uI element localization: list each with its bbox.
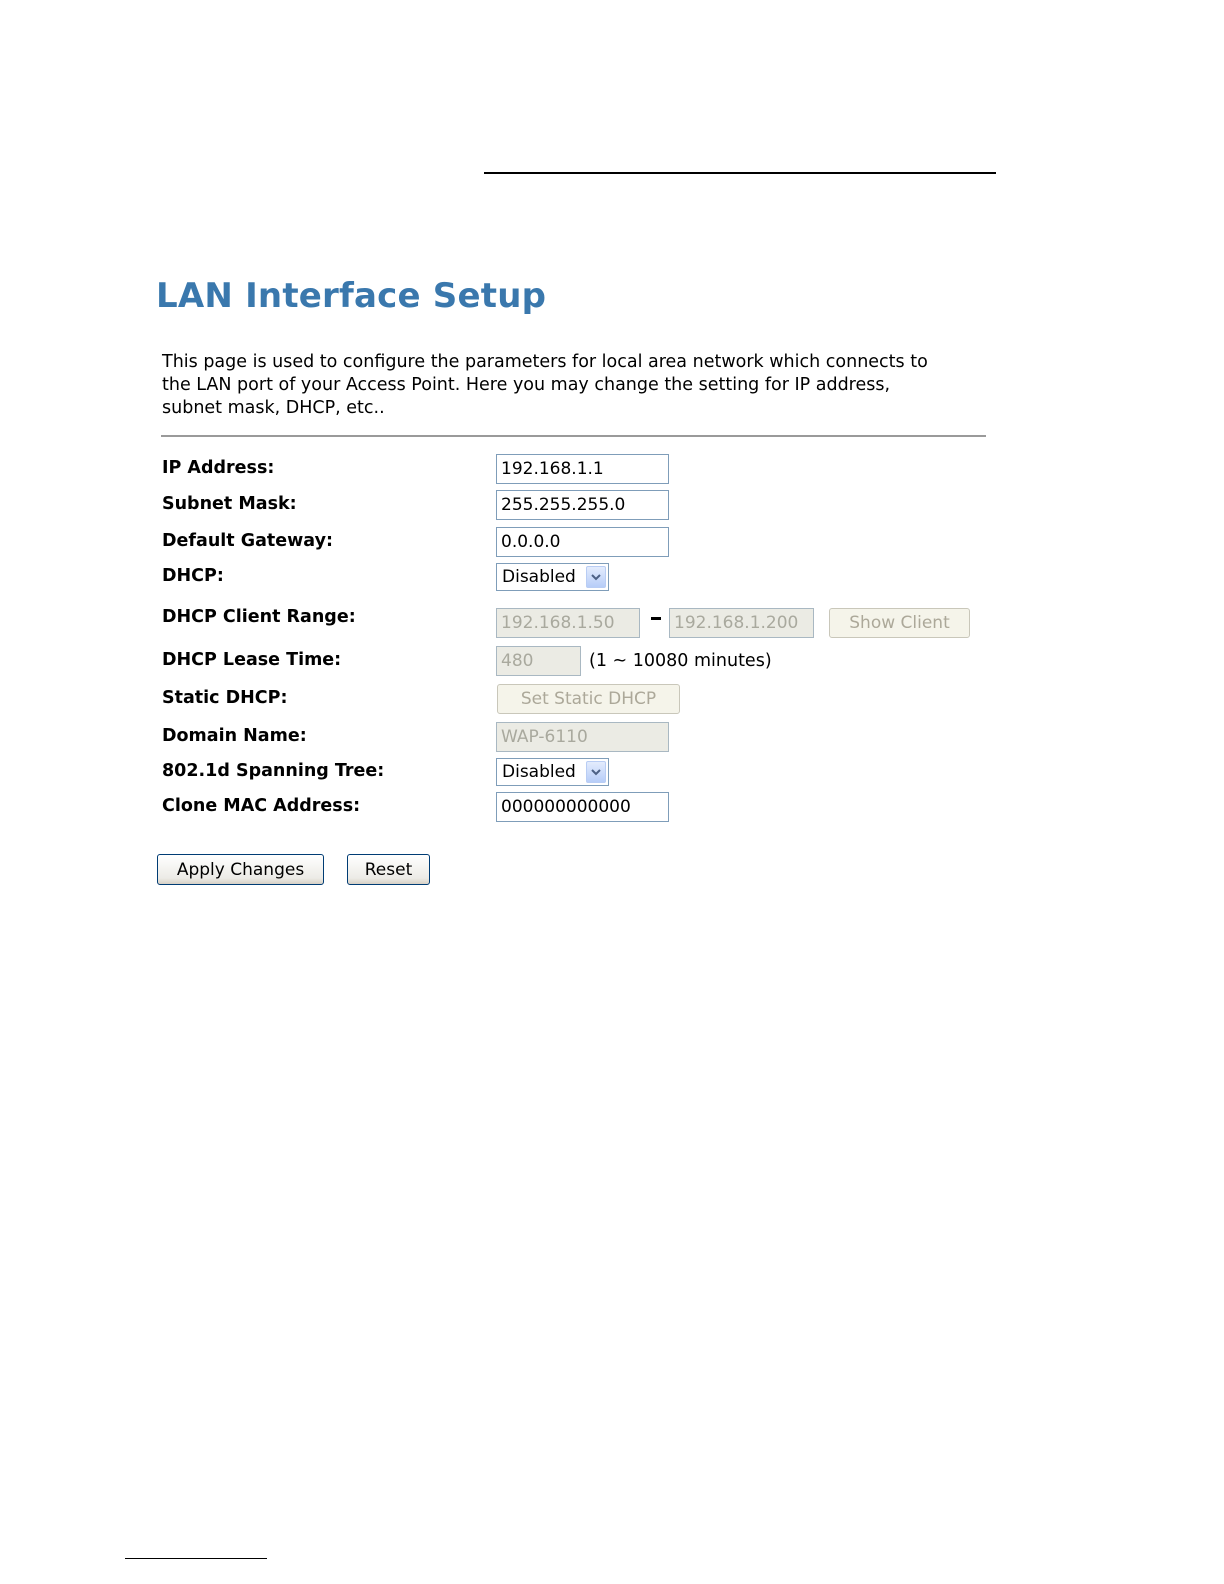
- dhcp-label: DHCP:: [162, 566, 224, 586]
- subnet-mask-label: Subnet Mask:: [162, 494, 297, 514]
- default-gateway-input[interactable]: [496, 527, 669, 557]
- dhcp-select[interactable]: [496, 563, 609, 591]
- dhcp-range-start-input[interactable]: [496, 608, 640, 638]
- chevron-down-icon[interactable]: [586, 761, 606, 783]
- static-dhcp-label: Static DHCP:: [162, 688, 288, 708]
- description-line: the LAN port of your Access Point. Here you may change the setting for IP address,: [162, 375, 891, 395]
- spanning-tree-select[interactable]: [496, 758, 609, 786]
- spanning-tree-select-value: Disabled: [502, 762, 576, 782]
- dhcp-lease-time-label: DHCP Lease Time:: [162, 650, 342, 670]
- chevron-down-icon[interactable]: [586, 566, 606, 588]
- ip-address-input[interactable]: [496, 454, 669, 484]
- reset-button[interactable]: Reset: [347, 854, 430, 885]
- clone-mac-input[interactable]: [496, 792, 669, 822]
- domain-name-label: Domain Name:: [162, 726, 307, 746]
- page-title: LAN Interface Setup: [156, 276, 547, 316]
- section-divider: [161, 435, 986, 437]
- show-client-button[interactable]: Show Client: [829, 608, 970, 638]
- clone-mac-label: Clone MAC Address:: [162, 796, 361, 816]
- dhcp-client-range-label: DHCP Client Range:: [162, 607, 356, 627]
- dhcp-range-end-input[interactable]: [669, 608, 814, 638]
- footnote-rule: [125, 1558, 267, 1559]
- apply-changes-button[interactable]: Apply Changes: [157, 854, 324, 885]
- page-description: [162, 351, 997, 420]
- lease-time-hint: (1 ~ 10080 minutes): [589, 651, 772, 671]
- spanning-tree-label: 802.1d Spanning Tree:: [162, 761, 385, 781]
- ip-address-label: IP Address:: [162, 458, 275, 478]
- dhcp-select-value: Disabled: [502, 567, 576, 587]
- subnet-mask-input[interactable]: [496, 490, 669, 520]
- description-line: subnet mask, DHCP, etc..: [162, 398, 385, 418]
- default-gateway-label: Default Gateway:: [162, 531, 333, 551]
- top-rule: [484, 172, 996, 174]
- description-line: This page is used to configure the parameters for local area network which connects to: [162, 352, 928, 372]
- dhcp-lease-time-input[interactable]: [496, 646, 581, 676]
- domain-name-input[interactable]: [496, 722, 669, 752]
- range-separator: [651, 617, 661, 620]
- set-static-dhcp-button[interactable]: Set Static DHCP: [497, 684, 680, 714]
